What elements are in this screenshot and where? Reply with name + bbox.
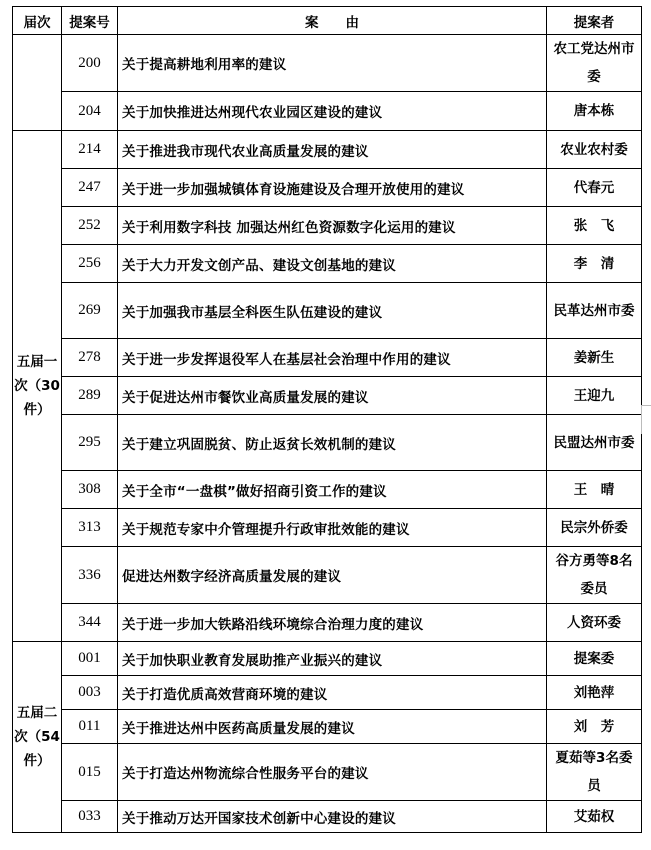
number-cell: 295: [62, 415, 118, 471]
number-cell: 252: [62, 207, 118, 245]
table-row: [13, 339, 642, 377]
header-row: [13, 7, 642, 35]
number-cell: 247: [62, 169, 118, 207]
table-row: [13, 801, 642, 833]
reason-cell: 关于进一步加强城镇体育设施建设及合理开放使用的建议: [118, 169, 547, 207]
reason-cell: 关于加快推进达州现代农业园区建设的建议: [118, 92, 547, 131]
table-row: [13, 604, 642, 642]
reason-cell: 关于全市“一盘棋”做好招商引资工作的建议: [118, 471, 547, 509]
reason-cell: 关于促进达州市餐饮业高质量发展的建议: [118, 377, 547, 415]
number-cell: 033: [62, 801, 118, 833]
reason-cell: 关于提高耕地利用率的建议: [118, 35, 547, 92]
proposer-cell: 刘 芳: [547, 710, 642, 744]
proposer-cell: 农工党达州市委: [547, 35, 642, 92]
table-row: [13, 710, 642, 744]
reason-cell: 关于加强我市基层全科医生队伍建设的建议: [118, 283, 547, 339]
proposer-cell: 艾茹权: [547, 801, 642, 833]
reason-cell: 关于进一步加大铁路沿线环境综合治理力度的建议: [118, 604, 547, 642]
proposer-cell: 姜新生: [547, 339, 642, 377]
number-cell: 289: [62, 377, 118, 415]
proposal-table: [12, 6, 642, 833]
number-cell: 204: [62, 92, 118, 131]
proposer-cell: 夏茹等3名委员: [547, 744, 642, 801]
reason-cell: 关于推进我市现代农业高质量发展的建议: [118, 131, 547, 169]
table-row: [13, 169, 642, 207]
proposer-cell: 王 晴: [547, 471, 642, 509]
proposer-cell: 农业农村委: [547, 131, 642, 169]
reason-cell: 关于打造达州物流综合性服务平台的建议: [118, 744, 547, 801]
table-row: [13, 415, 642, 471]
reason-cell: 关于进一步发挥退役军人在基层社会治理中作用的建议: [118, 339, 547, 377]
reason-cell: 关于利用数字科技 加强达州红色资源数字化运用的建议: [118, 207, 547, 245]
reason-cell: 关于推进达州中医药高质量发展的建议: [118, 710, 547, 744]
proposer-cell: 提案委: [547, 642, 642, 676]
number-cell: 313: [62, 509, 118, 547]
header-proposer: 提案者: [547, 7, 642, 35]
table-row: [13, 283, 642, 339]
header-number: 提案号: [62, 7, 118, 35]
table-row: [13, 642, 642, 676]
reason-cell: 关于推动万达开国家技术创新中心建设的建议: [118, 801, 547, 833]
proposer-cell: 谷方勇等8名委员: [547, 547, 642, 604]
table-row: [13, 131, 642, 169]
header-reason: 案 由: [118, 7, 547, 35]
proposer-cell: 李 清: [547, 245, 642, 283]
proposer-cell: 民盟达州市委: [547, 415, 642, 471]
proposer-cell: 民革达州市委: [547, 283, 642, 339]
proposer-cell: 刘艳萍: [547, 676, 642, 710]
reason-cell: 促进达州数字经济高质量发展的建议: [118, 547, 547, 604]
number-cell: 308: [62, 471, 118, 509]
header-session: 届次: [13, 7, 62, 35]
number-cell: 001: [62, 642, 118, 676]
session-cell: 五届二次（54件）: [13, 642, 62, 833]
number-cell: 336: [62, 547, 118, 604]
table-row: [13, 35, 642, 92]
table-row: [13, 245, 642, 283]
proposer-cell: 张 飞: [547, 207, 642, 245]
reason-cell: 关于打造优质高效营商环境的建议: [118, 676, 547, 710]
table-row: [13, 92, 642, 131]
proposer-cell: 人资环委: [547, 604, 642, 642]
reason-cell: 关于建立巩固脱贫、防止返贫长效机制的建议: [118, 415, 547, 471]
table-row: [13, 676, 642, 710]
proposer-cell: 唐本栋: [547, 92, 642, 131]
proposer-cell: 代春元: [547, 169, 642, 207]
page-edge-mark: [641, 405, 651, 434]
table-row: [13, 509, 642, 547]
number-cell: 344: [62, 604, 118, 642]
reason-cell: 关于大力开发文创产品、建设文创基地的建议: [118, 245, 547, 283]
number-cell: 214: [62, 131, 118, 169]
number-cell: 256: [62, 245, 118, 283]
number-cell: 200: [62, 35, 118, 92]
table-row: [13, 744, 642, 801]
table-body: [13, 35, 642, 833]
proposer-cell: 王迎九: [547, 377, 642, 415]
session-cell: 五届一次（30件）: [13, 131, 62, 642]
reason-cell: 关于规范专家中介管理提升行政审批效能的建议: [118, 509, 547, 547]
table-row: [13, 547, 642, 604]
number-cell: 269: [62, 283, 118, 339]
reason-cell: 关于加快职业教育发展助推产业振兴的建议: [118, 642, 547, 676]
session-cell: [13, 35, 62, 131]
number-cell: 003: [62, 676, 118, 710]
table-row: [13, 377, 642, 415]
proposer-cell: 民宗外侨委: [547, 509, 642, 547]
number-cell: 278: [62, 339, 118, 377]
number-cell: 011: [62, 710, 118, 744]
table-row: [13, 207, 642, 245]
number-cell: 015: [62, 744, 118, 801]
table-row: [13, 471, 642, 509]
